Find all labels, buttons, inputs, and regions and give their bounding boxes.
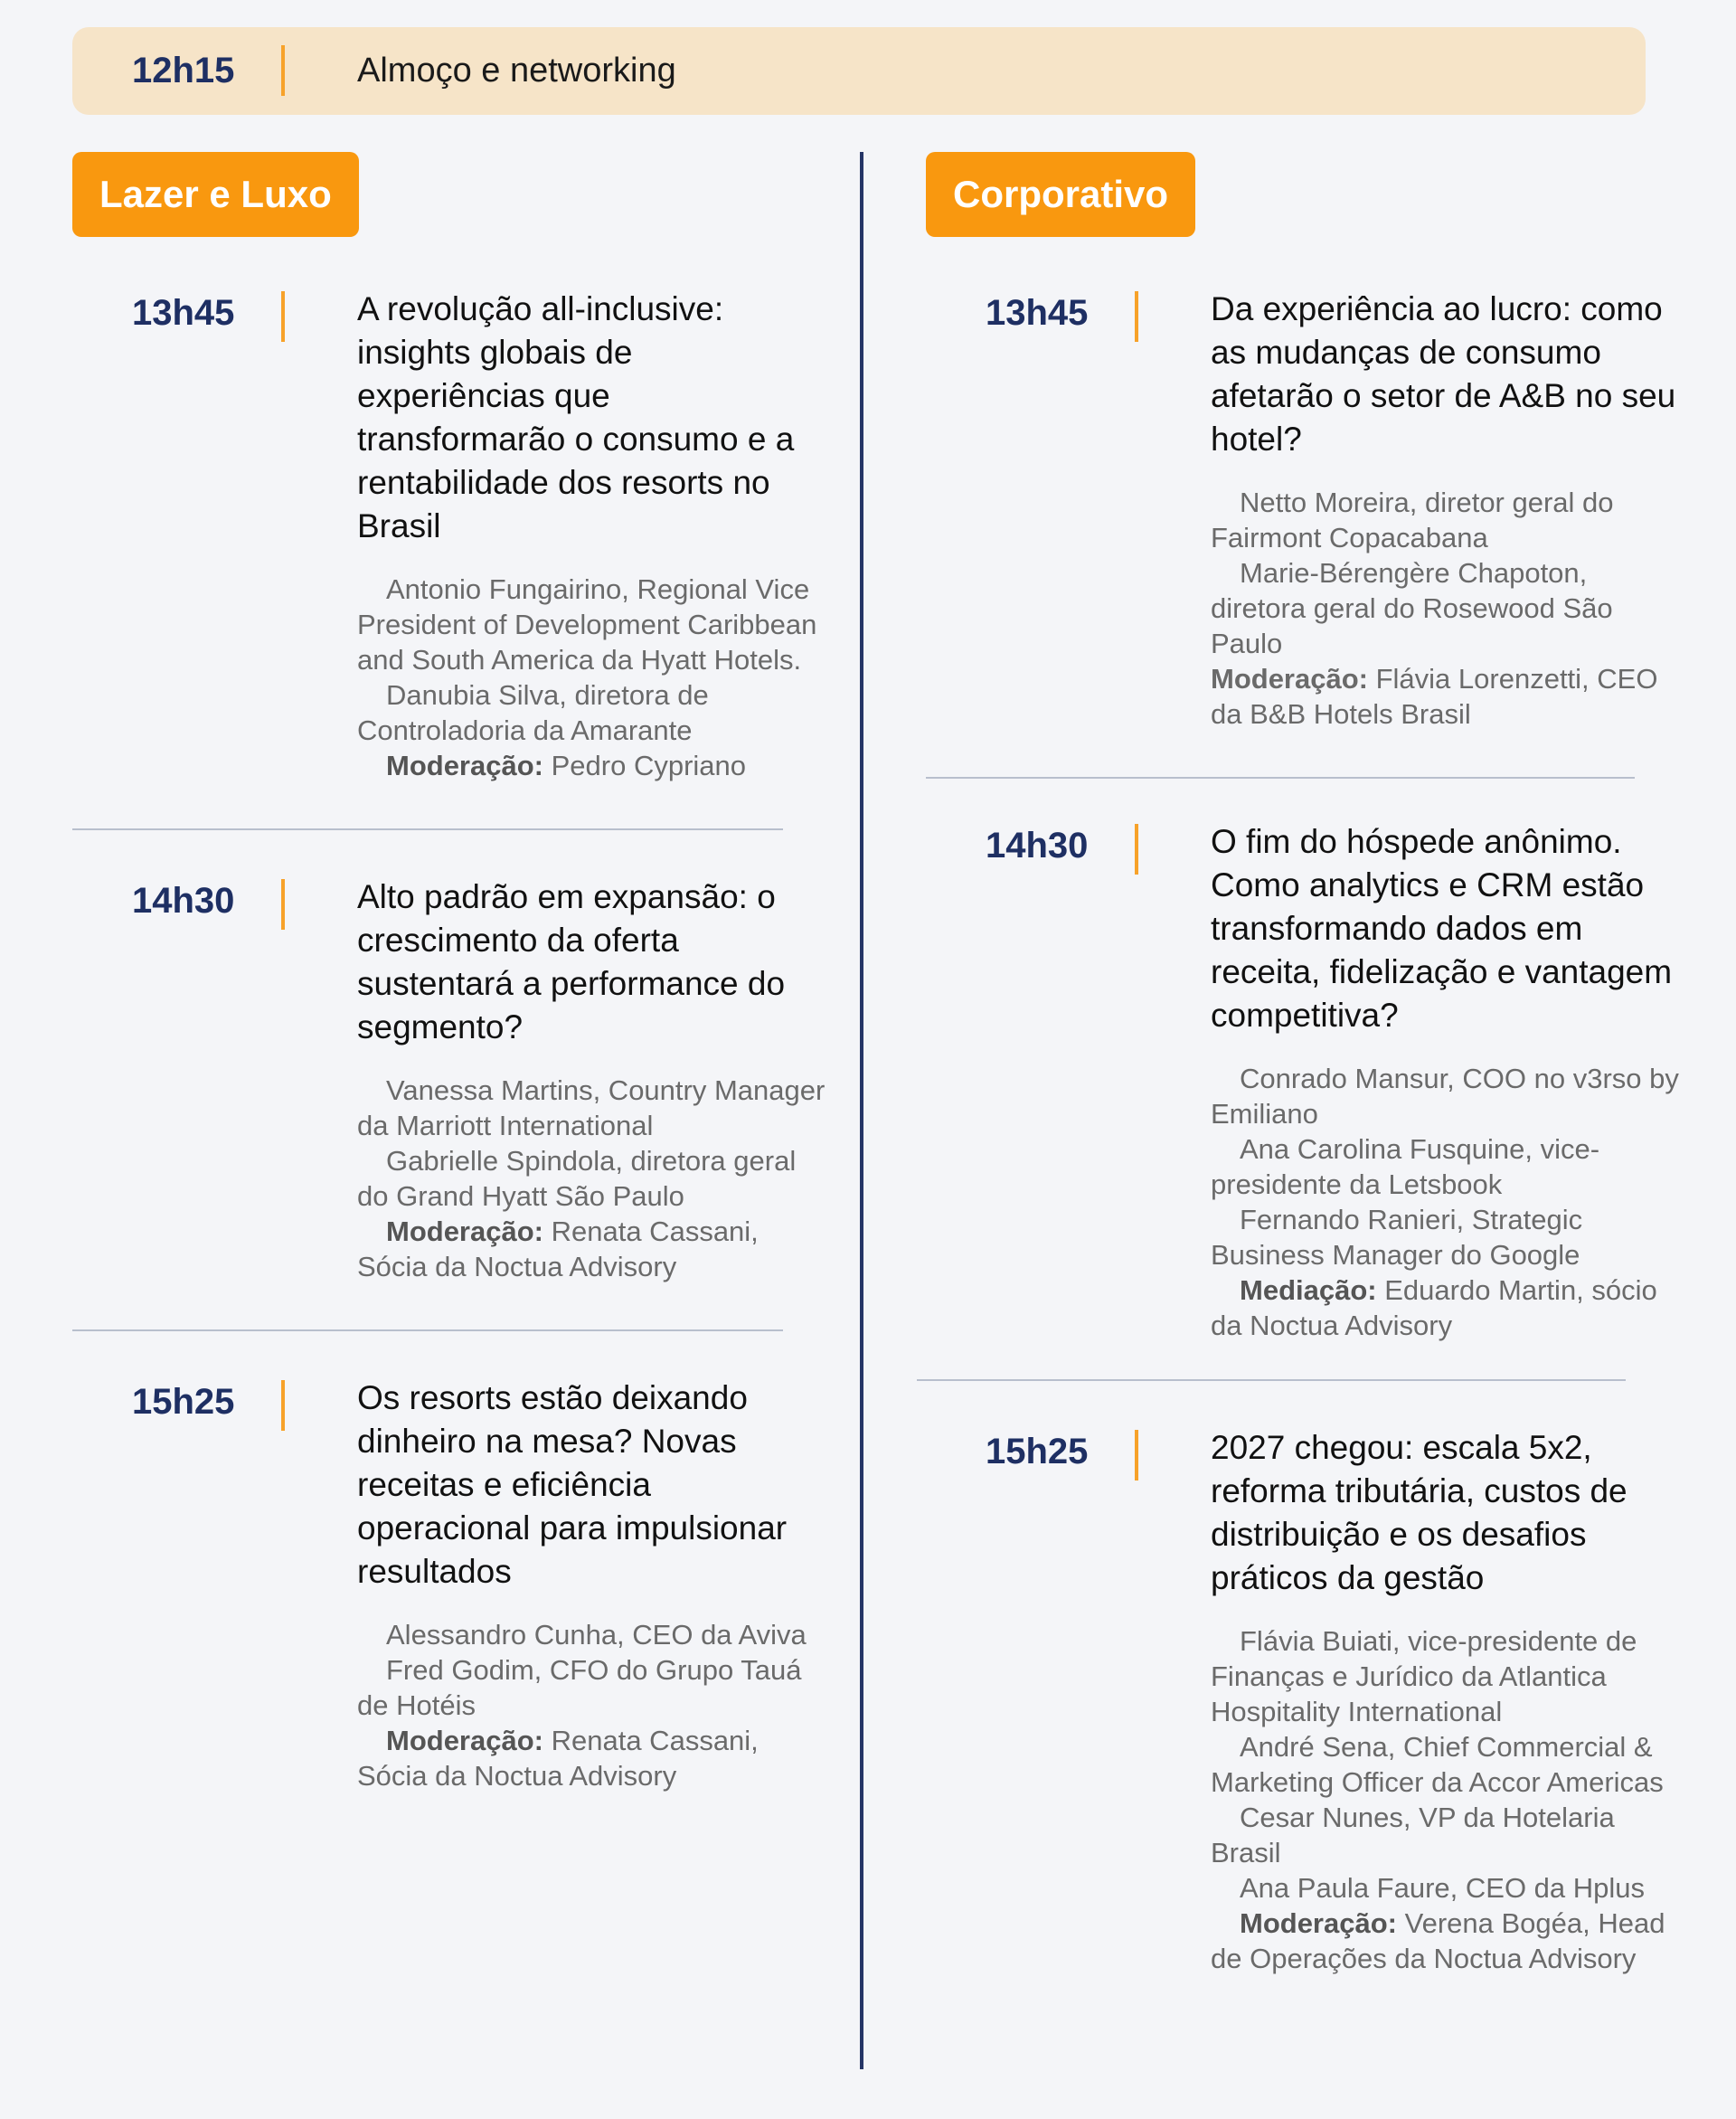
lunch-banner <box>72 27 1646 115</box>
moderator <box>1211 1906 1690 1976</box>
speaker-list <box>357 572 827 783</box>
moderator-label: Moderação: <box>1211 663 1368 695</box>
speaker: Netto Moreira, diretor geral do Fairmont Copacabana <box>1211 487 1614 553</box>
speaker: Alessandro Cunha, CEO da Aviva <box>386 1619 807 1651</box>
speaker-list <box>1211 1623 1690 1976</box>
session-separator <box>72 828 783 830</box>
speaker: Marie-Bérengère Chapoton, diretora geral do Rosewood São Paulo <box>1211 557 1613 659</box>
speaker: Conrado Mansur, COO no v3rso by Emiliano <box>1211 1063 1679 1130</box>
time-divider <box>1135 291 1138 342</box>
session-time: 15h25 <box>132 1382 235 1422</box>
session <box>72 1376 859 1793</box>
speaker: Antonio Fungairino, Regional Vice President of Development Caribbean and South America da Hyatt Hotels. <box>357 573 817 676</box>
speaker: Fernando Ranieri, Strategic Business Manager do Google <box>1211 1204 1583 1271</box>
track-corporativo <box>926 152 1712 1976</box>
session <box>926 820 1712 1343</box>
speaker-list <box>357 1073 827 1284</box>
track-lazer-luxo <box>72 152 859 1793</box>
moderator-name: Verena Bogéa, Head de Operações da Noctua Advisory <box>1211 1907 1665 1974</box>
session-title: Da experiência ao lucro: como as mudanças de consumo afetarão o setor de A&B no seu hotel? <box>1211 290 1676 458</box>
speaker: Vanessa Martins, Country Manager da Marriott International <box>357 1074 826 1141</box>
moderator-name: Eduardo Martin, sócio da Noctua Advisory <box>1211 1274 1657 1341</box>
session-title: O fim do hóspede anônimo. Como analytics e CRM estão transformando dados em receita, fidelização e vantagem competitiva? <box>1211 823 1673 1034</box>
speaker: Ana Carolina Fusquine, vice-presidente da Letsbook <box>1211 1133 1600 1200</box>
lunch-title: Almoço e networking <box>357 52 676 90</box>
time-divider <box>281 291 285 342</box>
speaker: Ana Paula Faure, CEO da Hplus <box>1240 1872 1646 1904</box>
time-divider <box>281 1380 285 1431</box>
moderator-label: Mediação: <box>1240 1274 1377 1306</box>
moderator <box>1211 661 1681 732</box>
moderator-label: Moderação: <box>386 750 543 781</box>
speaker-list <box>357 1617 827 1793</box>
session-title: Os resorts estão deixando dinheiro na mesa? Novas receitas e eficiência operacional para impulsionar resultados <box>357 1379 788 1590</box>
moderator-label: Moderação: <box>386 1216 543 1247</box>
track-tag: Corporativo <box>926 152 1195 237</box>
session-time: 14h30 <box>132 881 235 921</box>
session-time: 14h30 <box>986 826 1089 866</box>
time-divider <box>1135 1430 1138 1480</box>
session-time: 13h45 <box>132 293 235 333</box>
session-time: 15h25 <box>986 1432 1089 1471</box>
track-tag: Lazer e Luxo <box>72 152 359 237</box>
session <box>72 875 859 1284</box>
speaker: Danubia Silva, diretora de Controladoria da Amarante <box>357 679 709 746</box>
speaker: Gabrielle Spindola, diretora geral do Grand Hyatt São Paulo <box>357 1145 797 1212</box>
moderator-label: Moderação: <box>386 1725 543 1756</box>
session-title: A revolução all-inclusive: insights globais de experiências que transformarão o consumo e a rentabilidade dos resorts no Brasil <box>357 290 795 544</box>
session-separator <box>926 777 1635 779</box>
moderator-name: Flávia Lorenzetti, CEO da B&B Hotels Brasil <box>1211 663 1658 730</box>
time-divider <box>281 45 285 96</box>
session <box>72 288 859 783</box>
moderator-name: Pedro Cypriano <box>551 750 747 781</box>
moderator-label: Moderação: <box>1240 1907 1397 1939</box>
speaker: Flávia Buiati, vice-presidente de Finanças e Jurídico da Atlantica Hospitality International <box>1211 1625 1637 1727</box>
time-divider <box>281 879 285 930</box>
time-divider <box>1135 824 1138 875</box>
speaker: André Sena, Chief Commercial & Marketing Officer da Accor Americas <box>1211 1731 1664 1798</box>
speaker: Fred Godim, CFO do Grupo Tauá de Hotéis <box>357 1654 802 1721</box>
lunch-time: 12h15 <box>132 51 235 90</box>
session <box>926 1426 1712 1976</box>
moderator-name: Renata Cassani, Sócia da Noctua Advisory <box>357 1725 759 1792</box>
speaker-list <box>1211 1061 1681 1343</box>
moderator <box>357 748 827 783</box>
moderator <box>357 1214 827 1284</box>
column-divider <box>860 152 863 2069</box>
moderator-name: Renata Cassani, Sócia da Noctua Advisory <box>357 1216 759 1282</box>
moderator <box>357 1723 827 1793</box>
session-separator <box>917 1379 1626 1381</box>
session <box>926 288 1712 732</box>
session-separator <box>72 1329 783 1331</box>
moderator <box>1211 1272 1681 1343</box>
session-title: 2027 chegou: escala 5x2, reforma tributária, custos de distribuição e os desafios práticos da gestão <box>1211 1429 1628 1596</box>
speaker: Cesar Nunes, VP da Hotelaria Brasil <box>1211 1802 1615 1868</box>
session-time: 13h45 <box>986 293 1089 333</box>
session-title: Alto padrão em expansão: o crescimento da oferta sustentará a performance do segmento? <box>357 878 786 1045</box>
speaker-list <box>1211 485 1681 732</box>
